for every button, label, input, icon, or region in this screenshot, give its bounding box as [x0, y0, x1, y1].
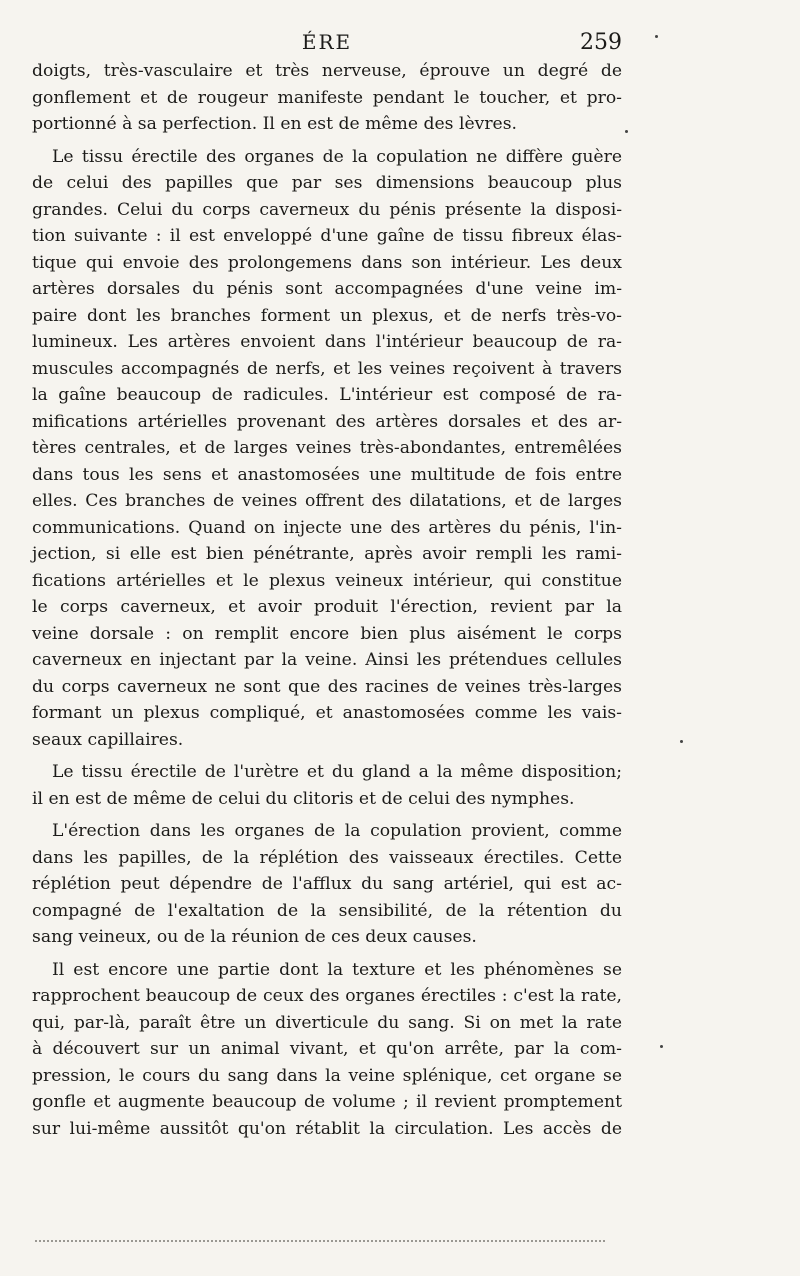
text-line: rapprochent beaucoup de ceux des organes érectiles : c'est la rate, [32, 986, 622, 1006]
text-line: sang veineux, ou de la réunion de ces deux causes. [32, 927, 477, 947]
text-line: seaux capillaires. [32, 729, 184, 750]
text-line: la gaîne beaucoup de radicules. L'intérieur est composé de ra- [32, 385, 622, 405]
paragraph [32, 818, 622, 951]
ink-speck [625, 130, 628, 133]
text-line: du corps caverneux ne sont que des racines de veines très-larges [32, 676, 622, 697]
paragraph [32, 957, 622, 1143]
text-line: il en est de même de celui du clitoris et de celui des nymphes. [32, 788, 575, 809]
page-number: 259 [580, 30, 622, 55]
text-line: à découvert sur un animal vivant, et qu'on arrête, par la com- [32, 1039, 622, 1059]
text-line: sur lui-même aussitôt qu'on rétablit la circulation. Les accès de [32, 1118, 622, 1139]
text-line: artères dorsales du pénis sont accompagnées d'une veine im- [32, 279, 622, 299]
text-line: tique qui envoie des prolongemens dans son intérieur. Les deux [32, 252, 622, 273]
text-line: grandes. Celui du corps caverneux du pénis présente la disposi- [32, 199, 622, 220]
text-line: muscules accompagnés de nerfs, et les veines reçoivent à travers [32, 358, 622, 379]
text-line: réplétion peut dépendre de l'afflux du sang artériel, qui est ac- [32, 874, 622, 894]
text-line: qui, par-là, paraît être un diverticule du sang. Si on met la rate [32, 1012, 622, 1033]
text-line: lumineux. Les artères envoient dans l'intérieur beaucoup de ra- [32, 332, 622, 352]
text-line: gonfle et augmente beaucoup de volume ; il revient promptement [32, 1092, 622, 1112]
text-line: tères centrales, et de larges veines très-abondantes, entremêlées [32, 438, 622, 458]
text-line: formant un plexus compliqué, et anastomosées comme les vais- [32, 703, 622, 723]
text-line: mifications artérielles provenant des artères dorsales et des ar- [32, 411, 622, 432]
text-line: Le tissu érectile des organes de la copulation ne diffère guère [52, 146, 622, 167]
ink-speck [655, 35, 658, 38]
running-head: ÉRE [301, 30, 353, 54]
text-line: pression, le cours du sang dans la veine splénique, cet organe se [32, 1065, 622, 1086]
text-line: dans tous les sens et anastomosées une multitude de fois entre [32, 464, 622, 485]
text-line: Le tissu érectile de l'urètre et du gland a la même disposition; [52, 762, 622, 782]
bottom-rule [35, 1240, 605, 1242]
text-line: communications. Quand on injecte une des artères du pénis, l'in- [32, 517, 622, 538]
text-line: caverneux en injectant par la veine. Ainsi les prétendues cellules [32, 650, 622, 670]
paragraph [32, 58, 622, 138]
text-line: gonflement et de rougeur manifeste pendant le toucher, et pro- [32, 87, 622, 108]
text-line: compagné de l'exaltation de la sensibilité, de la rétention du [32, 900, 622, 921]
text-line: veine dorsale : on remplit encore bien plus aisément le corps [32, 623, 622, 644]
text-line: elles. Ces branches de veines offrent des dilatations, et de larges [32, 491, 622, 511]
body-text [32, 58, 622, 1142]
text-line: de celui des papilles que par ses dimensions beaucoup plus [32, 173, 622, 193]
ink-speck [660, 1045, 663, 1048]
text-line: tion suivante : il est enveloppé d'une gaîne de tissu fibreux élas- [32, 226, 622, 246]
ink-speck [680, 740, 683, 743]
paragraph [32, 759, 622, 812]
text-line: le corps caverneux, et avoir produit l'érection, revient par la [32, 597, 622, 617]
text-line: portionné à sa perfection. Il en est de même des lèvres. [32, 114, 517, 134]
text-line: doigts, très-vasculaire et très nerveuse, éprouve un degré de [32, 61, 622, 81]
text-line: fications artérielles et le plexus veineux intérieur, qui constitue [32, 570, 622, 591]
text-line: dans les papilles, de la réplétion des vaisseaux érectiles. Cette [32, 847, 622, 868]
text-line: Il est encore une partie dont la texture et les phénomènes se [52, 959, 622, 980]
text-line: paire dont les branches forment un plexus, et de nerfs très-vo- [32, 305, 622, 326]
paragraph [32, 144, 622, 754]
text-line: jection, si elle est bien pénétrante, après avoir rempli les rami- [32, 544, 622, 564]
text-line: L'érection dans les organes de la copulation provient, comme [52, 821, 622, 841]
